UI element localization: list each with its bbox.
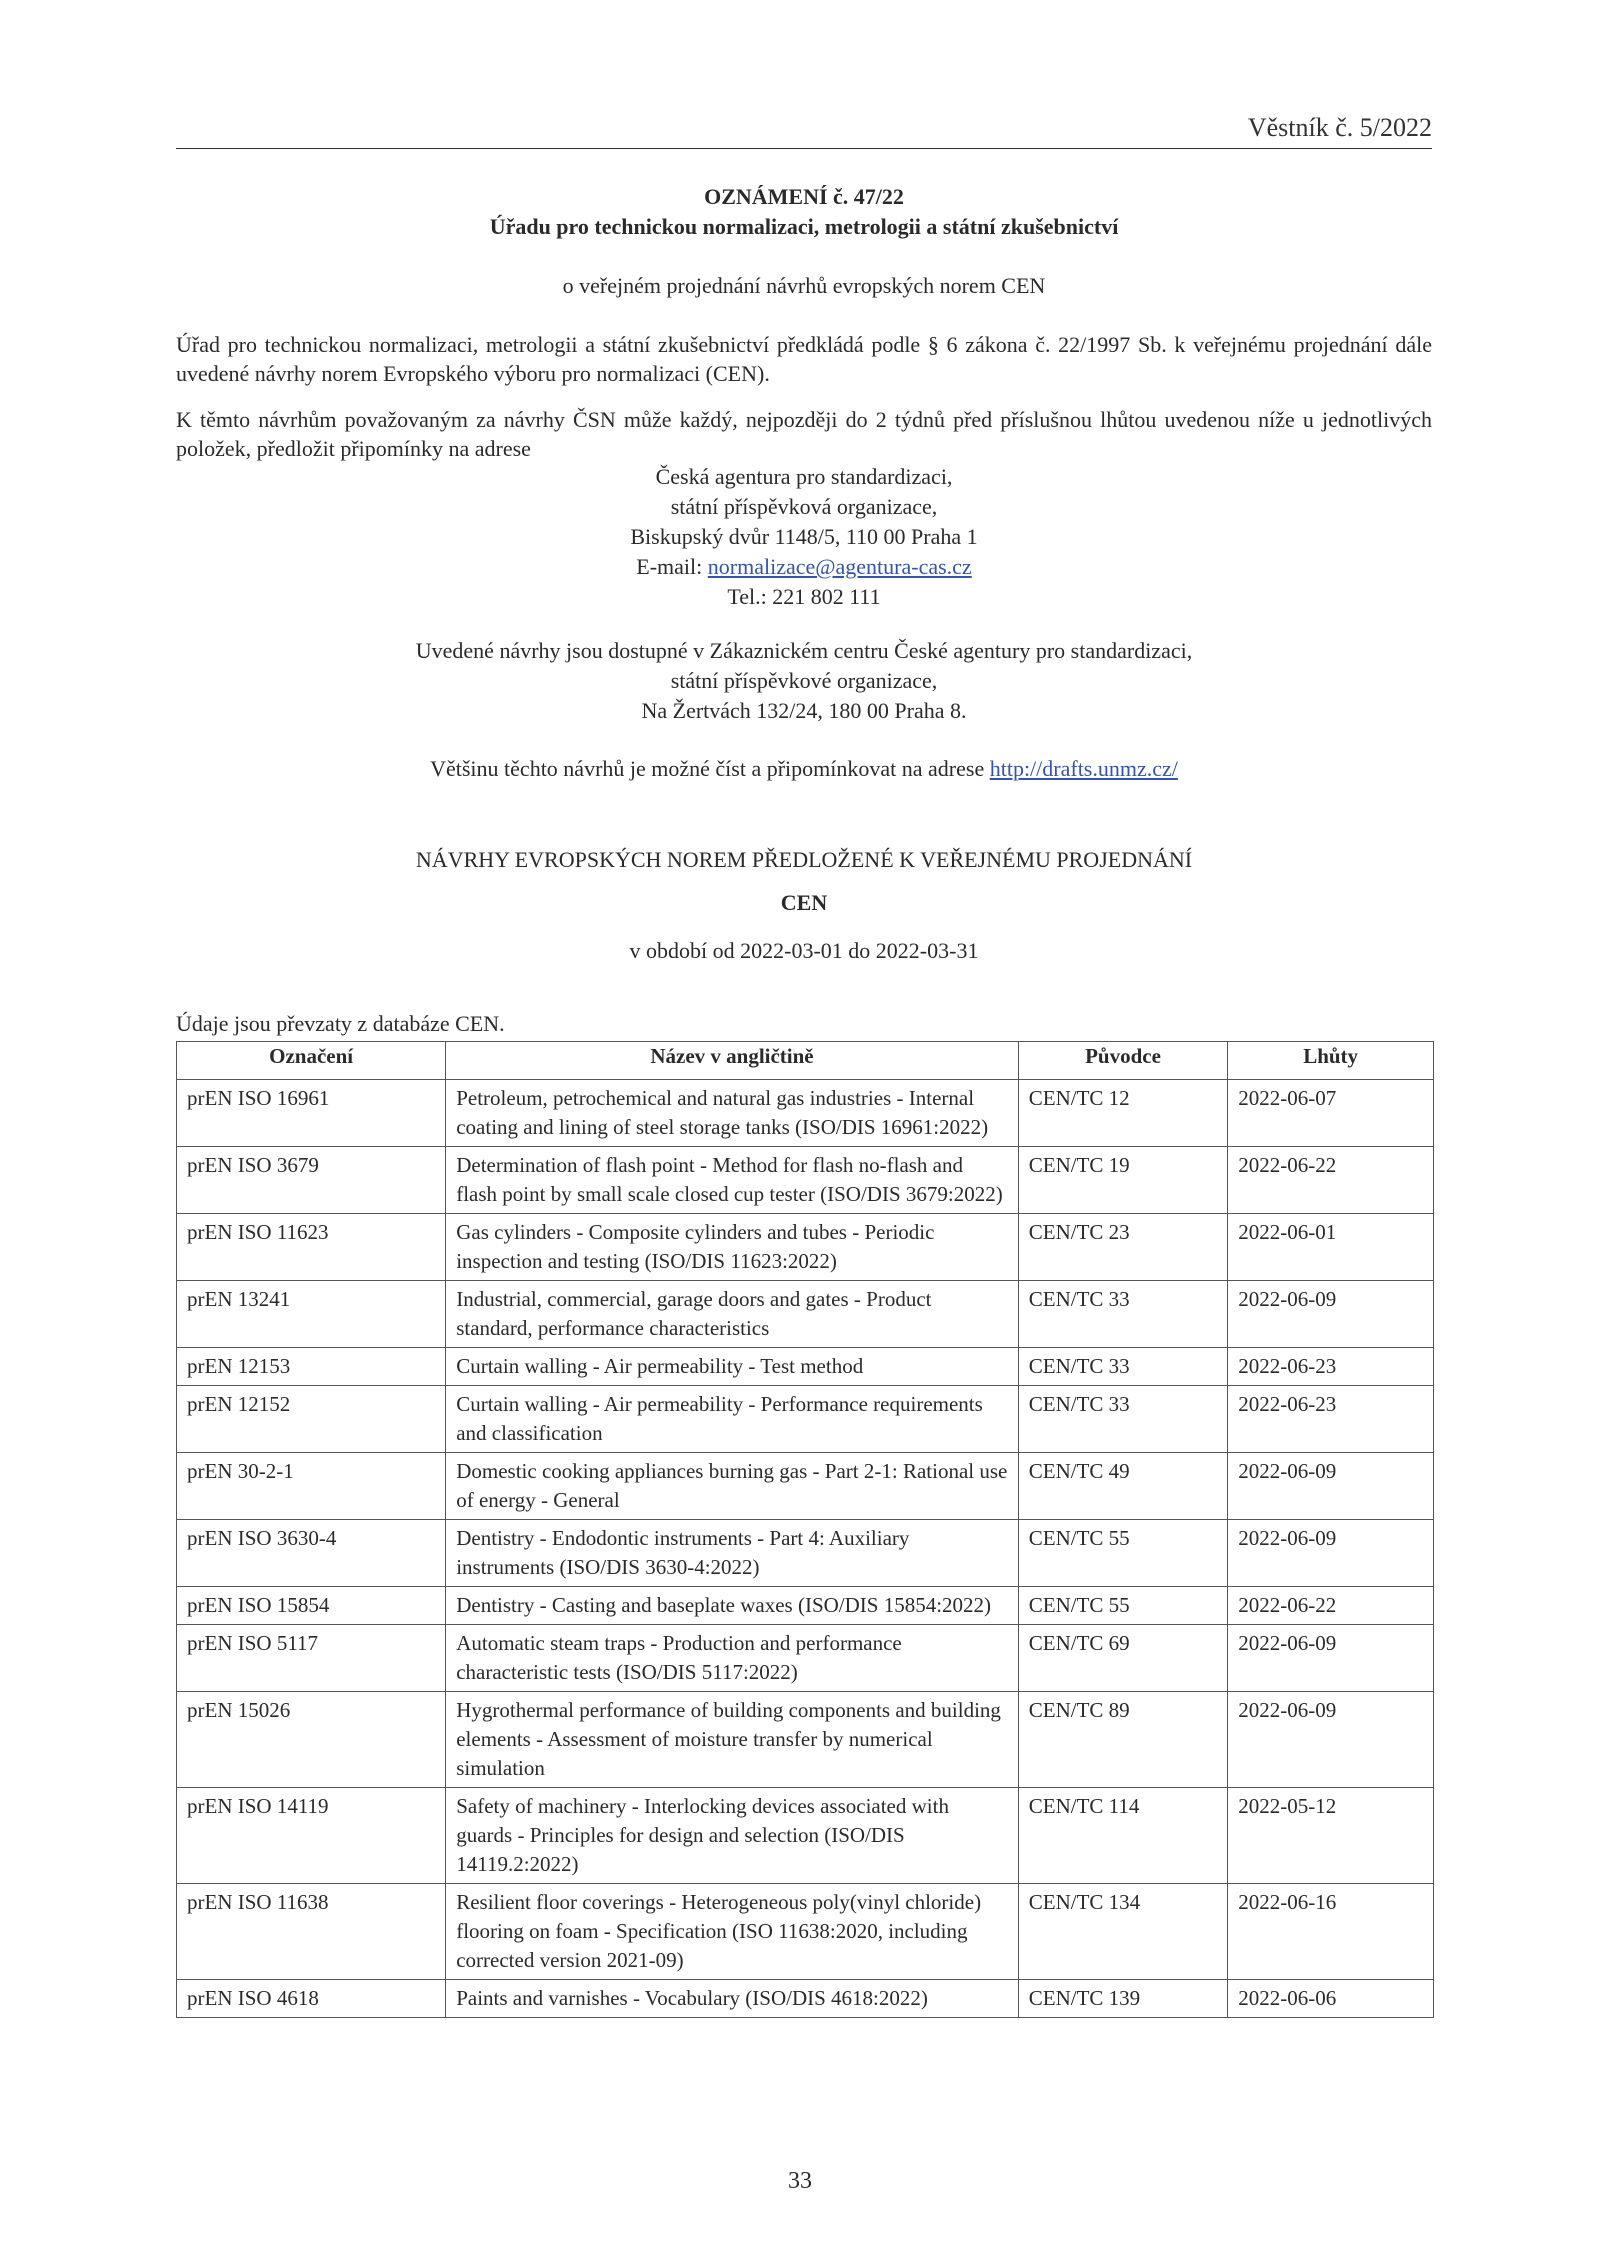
cell-name: Paints and varnishes - Vocabulary (ISO/DIS 4618:2022) (446, 1980, 1019, 2018)
cell-code: prEN ISO 11623 (177, 1214, 446, 1281)
table-row (177, 1980, 1434, 2018)
cell-name: Curtain walling - Air permeability - Test method (446, 1348, 1019, 1386)
cell-origin: CEN/TC 89 (1018, 1692, 1227, 1788)
cell-deadline: 2022-06-22 (1228, 1587, 1434, 1625)
cell-code: prEN 30-2-1 (177, 1453, 446, 1520)
cell-name: Curtain walling - Air permeability - Performance requirements and classification (446, 1386, 1019, 1453)
table-row (177, 1214, 1434, 1281)
cell-name: Automatic steam traps - Production and performance characteristic tests (ISO/DIS 5117:2022) (446, 1625, 1019, 1692)
cell-deadline: 2022-06-09 (1228, 1281, 1434, 1348)
cell-origin: CEN/TC 33 (1018, 1281, 1227, 1348)
cell-code: prEN 12152 (177, 1386, 446, 1453)
drafts-link[interactable]: http://drafts.unmz.cz/ (989, 756, 1178, 781)
cell-code: prEN 12153 (177, 1348, 446, 1386)
email-line (176, 552, 1432, 582)
header-origin: Původce (1018, 1042, 1227, 1080)
intro-paragraph: Úřad pro technickou normalizaci, metrologii a státní zkušebnictví předkládá podle § 6 zákona č. 22/1997 Sb. k veřejnému projednání dále uvedené návrhy norem Evropského výboru pro normalizaci (CEN). (176, 332, 1432, 386)
phone-line: Tel.: 221 802 111 (727, 584, 881, 609)
comments-paragraph: K těmto návrhům považovaným za návrhy ČSN může každý, nejpozději do 2 týdnů před příslušnou lhůtou uvedenou níže u jednotlivých položek, předložit připomínky na adrese (176, 407, 1432, 461)
cell-origin: CEN/TC 12 (1018, 1080, 1227, 1147)
availability-line-2: státní příspěvkové organizace, (670, 668, 938, 693)
cell-deadline: 2022-06-06 (1228, 1980, 1434, 2018)
notice-about: o veřejném projednání návrhů evropských norem CEN (562, 273, 1046, 298)
cell-name: Petroleum, petrochemical and natural gas industries - Internal coating and lining of steel storage tanks (ISO/DIS 16961:2022) (446, 1080, 1019, 1147)
cell-code: prEN ISO 15854 (177, 1587, 446, 1625)
cell-origin: CEN/TC 49 (1018, 1453, 1227, 1520)
drafts-table (176, 1041, 1434, 2018)
table-header-row (177, 1042, 1434, 1080)
cell-name: Domestic cooking appliances burning gas - Part 2-1: Rational use of energy - General (446, 1453, 1019, 1520)
table-row (177, 1520, 1434, 1587)
address-line-3: Biskupský dvůr 1148/5, 110 00 Praha 1 (630, 524, 978, 549)
cell-name: Safety of machinery - Interlocking devices associated with guards - Principles for design and selection (ISO/DIS 14119.2:2022) (446, 1788, 1019, 1884)
cell-name: Dentistry - Casting and baseplate waxes (ISO/DIS 15854:2022) (446, 1587, 1019, 1625)
cell-origin: CEN/TC 114 (1018, 1788, 1227, 1884)
cell-name: Gas cylinders - Composite cylinders and tubes - Periodic inspection and testing (ISO/DIS 11623:2022) (446, 1214, 1019, 1281)
cell-origin: CEN/TC 55 (1018, 1587, 1227, 1625)
notice-title: OZNÁMENÍ č. 47/22 (704, 184, 904, 209)
page-number: 33 (788, 2168, 812, 2194)
cell-code: prEN ISO 5117 (177, 1625, 446, 1692)
table-row (177, 1147, 1434, 1214)
cell-origin: CEN/TC 33 (1018, 1348, 1227, 1386)
header-name: Název v angličtině (446, 1042, 1019, 1080)
cell-origin: CEN/TC 55 (1018, 1520, 1227, 1587)
table-row (177, 1386, 1434, 1453)
drafts-text: Většinu těchto návrhů je možné číst a připomínkovat na adrese (430, 756, 990, 781)
cell-name: Hygrothermal performance of building components and building elements - Assessment of moisture transfer by numerical simulation (446, 1692, 1019, 1788)
issue-label: Věstník č. 5/2022 (1247, 113, 1432, 142)
cell-code: prEN ISO 3630-4 (177, 1520, 446, 1587)
cell-deadline: 2022-06-23 (1228, 1386, 1434, 1453)
email-link[interactable]: normalizace@agentura-cas.cz (707, 554, 972, 579)
cell-origin: CEN/TC 33 (1018, 1386, 1227, 1453)
cell-deadline: 2022-06-22 (1228, 1147, 1434, 1214)
header-deadline: Lhůty (1228, 1042, 1434, 1080)
section-title: NÁVRHY EVROPSKÝCH NOREM PŘEDLOŽENÉ K VEŘEJNÉMU PROJEDNÁNÍ (415, 847, 1193, 872)
availability-line-1: Uvedené návrhy jsou dostupné v Zákaznickém centru České agentury pro standardizaci, (415, 638, 1193, 663)
cell-code: prEN ISO 11638 (177, 1884, 446, 1980)
table-row (177, 1884, 1434, 1980)
cell-deadline: 2022-06-09 (1228, 1692, 1434, 1788)
cell-name: Dentistry - Endodontic instruments - Part 4: Auxiliary instruments (ISO/DIS 3630-4:2022) (446, 1520, 1019, 1587)
address-line-2: státní příspěvková organizace, (670, 494, 938, 519)
cell-origin: CEN/TC 19 (1018, 1147, 1227, 1214)
table-row (177, 1348, 1434, 1386)
cell-origin: CEN/TC 134 (1018, 1884, 1227, 1980)
cell-code: prEN ISO 4618 (177, 1980, 446, 2018)
availability-block (176, 636, 1432, 726)
cell-code: prEN ISO 16961 (177, 1080, 446, 1147)
cell-code: prEN 13241 (177, 1281, 446, 1348)
availability-line-3: Na Žertvách 132/24, 180 00 Praha 8. (641, 698, 967, 723)
table-row (177, 1625, 1434, 1692)
cell-code: prEN ISO 3679 (177, 1147, 446, 1214)
notice-subtitle: Úřadu pro technickou normalizaci, metrologii a státní zkušebnictví (489, 214, 1119, 239)
cell-deadline: 2022-05-12 (1228, 1788, 1434, 1884)
address-line-1: Česká agentura pro standardizaci, (655, 464, 953, 489)
cell-name: Determination of flash point - Method for flash no-flash and flash point by small scale closed cup tester (ISO/DIS 3679:2022) (446, 1147, 1019, 1214)
table-row (177, 1692, 1434, 1788)
cell-code: prEN 15026 (177, 1692, 446, 1788)
cell-name: Industrial, commercial, garage doors and gates - Product standard, performance characteristics (446, 1281, 1019, 1348)
period-label: v období od 2022-03-01 do 2022-03-31 (629, 938, 979, 963)
cell-deadline: 2022-06-09 (1228, 1520, 1434, 1587)
cell-code: prEN ISO 14119 (177, 1788, 446, 1884)
body-label: CEN (780, 890, 828, 915)
cell-origin: CEN/TC 139 (1018, 1980, 1227, 2018)
cell-origin: CEN/TC 23 (1018, 1214, 1227, 1281)
drafts-line (176, 754, 1432, 784)
table-row (177, 1587, 1434, 1625)
email-label: E-mail: (636, 554, 708, 579)
table-row (177, 1453, 1434, 1520)
cell-name: Resilient floor coverings - Heterogeneous poly(vinyl chloride) flooring on foam - Specification (ISO 11638:2020, including corrected version 2021-09) (446, 1884, 1019, 1980)
cell-deadline: 2022-06-09 (1228, 1625, 1434, 1692)
cell-origin: CEN/TC 69 (1018, 1625, 1227, 1692)
cell-deadline: 2022-06-07 (1228, 1080, 1434, 1147)
address-block (176, 462, 1432, 612)
cell-deadline: 2022-06-23 (1228, 1348, 1434, 1386)
cell-deadline: 2022-06-16 (1228, 1884, 1434, 1980)
cell-deadline: 2022-06-09 (1228, 1453, 1434, 1520)
cell-deadline: 2022-06-01 (1228, 1214, 1434, 1281)
table-row (177, 1080, 1434, 1147)
table-row (177, 1788, 1434, 1884)
page-header (176, 112, 1432, 149)
header-code: Označení (177, 1042, 446, 1080)
table-row (177, 1281, 1434, 1348)
source-note: Údaje jsou převzaty z databáze CEN. (176, 1011, 505, 1036)
